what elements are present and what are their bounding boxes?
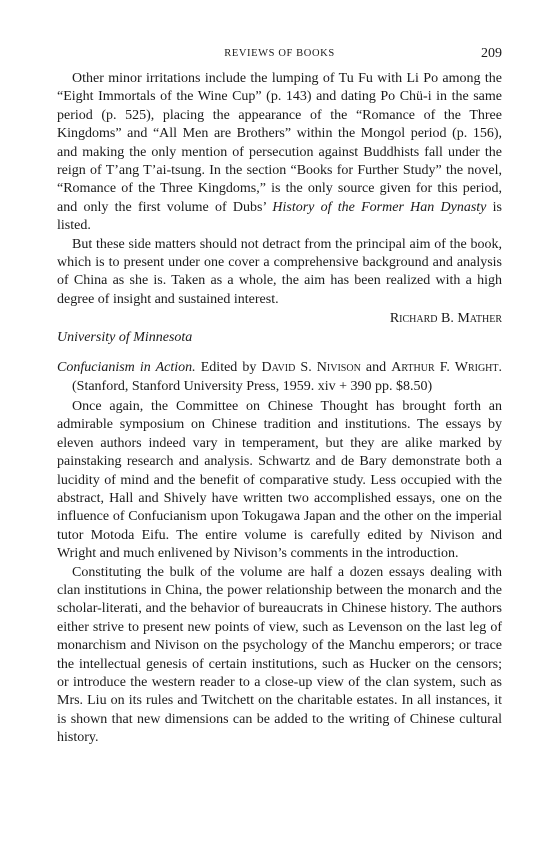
book-page	[57, 46, 502, 748]
reviewer-affiliation: University of Minnesota	[57, 329, 193, 345]
page-header	[57, 46, 502, 66]
review1-para1-end: is listed.	[57, 199, 502, 234]
review1-para1-italic-title: History of the Former Han Dynasty	[272, 199, 487, 215]
book-title: Confucianism in Action.	[57, 360, 196, 376]
and-text: and	[360, 360, 392, 376]
review1-paragraph-1	[57, 70, 502, 236]
page-number: 209	[481, 46, 502, 61]
review2-paragraph-1: Once again, the Committee on Chinese Thought has brought forth an admirable symposium on Chinese tradition and institutions. The essays by eleven authors indeed vary in temperament, but they are alike marked by painstaking research and analysis. Schwartz and de Bary demonstrate both a lucidity of mind and the benefit of comparative study. Less occupied with the abstract, Hall and Shively have written two accomplished essays, one on the influence of Confucianism upon Tokugawa Japan and the other on the imperial tutor Motoda Eifu. The entire volume is carefully edited by Nivison and Wright and much enlivened by Nivison’s comments in the introduction.	[57, 398, 502, 562]
review1-para1-text: Other minor irritations include the lumping of Tu Fu with Li Po among the “Eight Immortals of the Wine Cup” (p. 143) and dating Po Chü-i in the same period (p. 525), placing the appearance of the “Romance of the Three Kingdoms” and “All Men are Brothers” within the Mongol period (p. 156), and making the only mention of persecution against Buddhists fall under the reign of T’ang T’ai-tsung. In the section “Books for Further Study” the novel, “Romance of the Three Kingdoms,” is the only source given for this period, and only the first volume of Dubs’	[57, 71, 502, 215]
edited-by-text: Edited by	[195, 360, 262, 376]
editor-1: David S. Nivison	[261, 360, 361, 376]
reviewer-name: Richard B. Mather	[389, 311, 502, 327]
book-citation	[57, 359, 502, 396]
editor-2: Arthur F. Wright	[391, 360, 499, 376]
review1-paragraph-2: But these side matters should not detract from the principal aim of the book, which is to present under one cover a comprehensive background and analysis of China as she is. Taken as a whole, the aim has been realized with a high degree of insight and sustained interest.	[57, 236, 502, 307]
publication-info: . (Stanford, Stanford University Press, 1959. xiv + 390 pp. $8.50)	[72, 360, 502, 394]
review2-paragraph-2: Constituting the bulk of the volume are half a dozen essays dealing with clan institutions in China, the power relationship between the monarch and the scholar-literati, and the behavior of bureaucrats in Chinese history. The authors either strive to present new points of view, such as Levenson on the last leg of monarchism and Nivison on the psychology of the Manchu emperors; or trace the intellectual genesis of certain institutions, such as Hucker on the censors; or introduce the western reader to a close-up view of the clan system, such as Mrs. Liu on its rules and Twitchett on the charitable estates. In all instances, it is shown that new dimensions can be added to the writing of Chinese cultural history.	[57, 564, 502, 746]
running-head: REVIEWS OF BOOKS	[224, 48, 335, 59]
